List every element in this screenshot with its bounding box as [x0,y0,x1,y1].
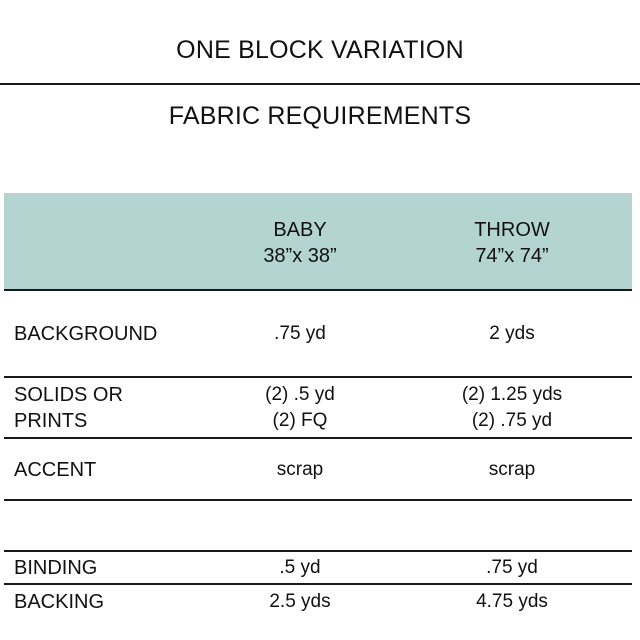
page-title: ONE BLOCK VARIATION [176,36,464,64]
column-header-baby [200,217,400,269]
value-line: scrap [276,459,324,480]
row-divider [4,376,632,378]
throw-value [412,555,612,581]
column-name: BABY [273,219,327,241]
throw-value [412,589,612,615]
baby-value [200,555,400,581]
value-line: .75 yd [274,323,326,344]
row-label: BINDING [14,557,98,579]
row-label: ACCENT [14,459,97,481]
value-line: 2.5 yds [269,591,331,612]
value-line: 2 yds [489,323,535,344]
throw-value [412,382,612,434]
baby-value [200,382,400,434]
value-line: 4.75 yds [476,591,548,612]
value-line: .5 yd [279,557,321,578]
column-size: 74”x 74” [475,245,549,267]
value-line: (2) .5 yd [265,384,335,405]
value-line: (2) .75 yd [471,410,553,431]
row-label [14,382,123,434]
row-divider [4,550,632,552]
row-divider [4,583,632,585]
baby-value [200,589,400,615]
column-name: THROW [474,219,550,241]
row-divider [4,499,632,501]
throw-value [412,457,612,483]
row-divider [4,289,632,291]
title-divider [0,83,640,85]
row-divider [4,437,632,439]
label-line: SOLIDS OR [14,384,123,406]
value-line: .75 yd [486,557,538,578]
baby-value [200,321,400,347]
row-label: BACKGROUND [14,323,158,345]
value-line: scrap [488,459,536,480]
value-line: (2) 1.25 yds [461,384,563,405]
table-header [4,193,632,289]
column-size: 38”x 38” [263,245,337,267]
column-header-throw [412,217,612,269]
throw-value [412,321,612,347]
row-label: BACKING [14,591,105,613]
label-line: PRINTS [14,410,88,432]
page-subtitle: FABRIC REQUIREMENTS [168,102,472,130]
value-line: (2) FQ [272,410,328,431]
baby-value [200,457,400,483]
